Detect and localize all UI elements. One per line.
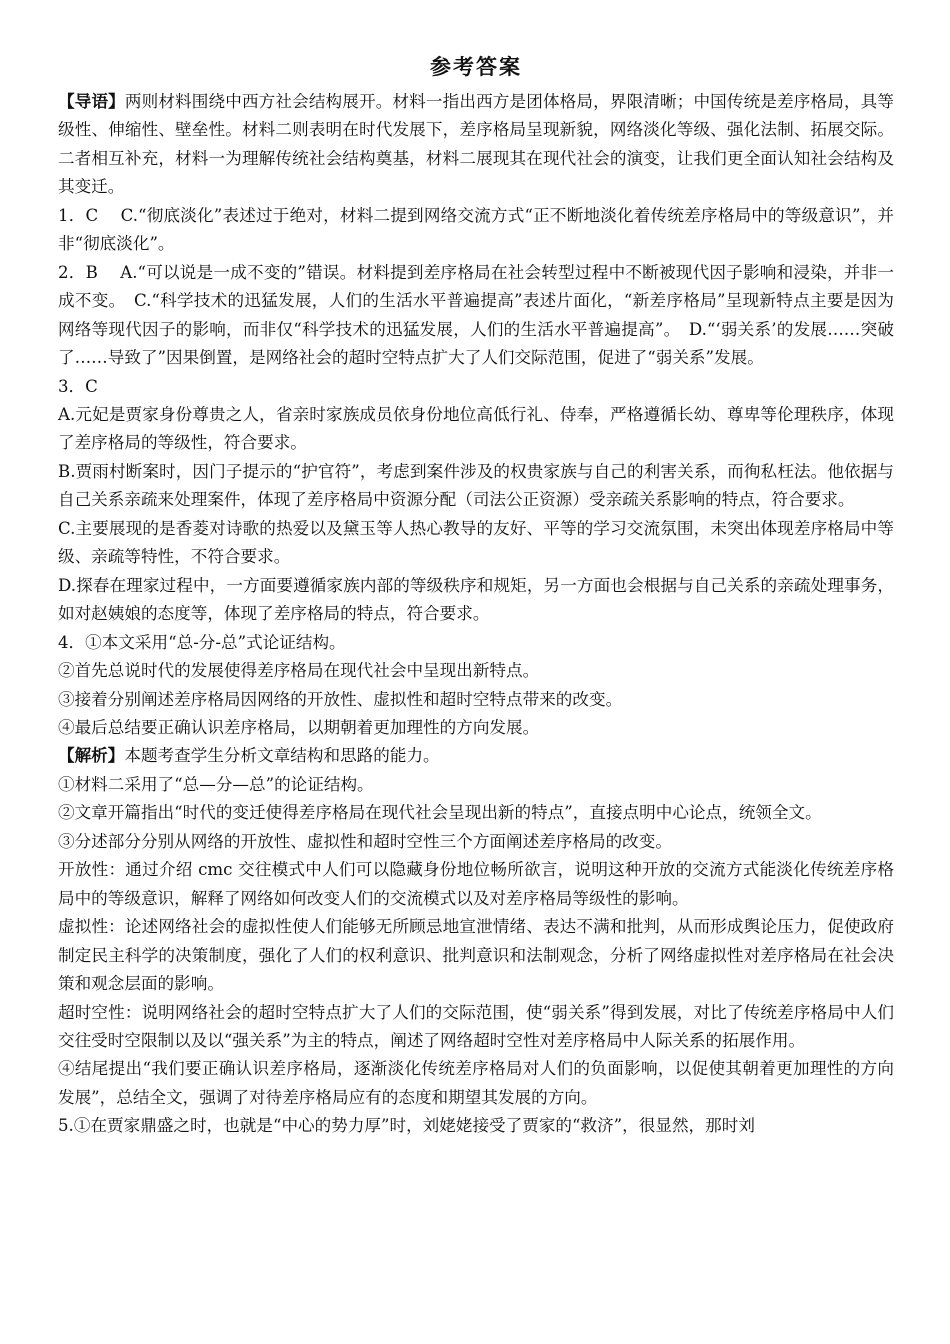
answer-3-option-d: D.探春在理家过程中，一方面要遵循家族内部的等级秩序和规矩，另一方面也会根据与自己关系的亲疏处理事务，如对赵姨娘的态度等，体现了差序格局的特点，符合要求。 bbox=[58, 575, 894, 624]
page-title: 参考答案 bbox=[430, 55, 522, 79]
answer-2: 2．B A.“可以说是一成不变的”错误。材料提到差序格局在社会转型过程中不断被现代因子影响和浸染，并非一成不变。 C.“科学技术的迅猛发展，人们的生活水平普遍提高”表述片面化，“新差序格局”呈现新特点主要是因为网络等现代因子的影响，而非仅“科学技术的迅猛发展，人们的生活水平普遍提高”。 D.“‘弱关系’的发展……突破了……导致了”因果倒置，是网络社会的超时空特点扩大了人们交际范围，促进了“弱关系”发展。 bbox=[58, 262, 894, 368]
answer-5-start: 5.①在贾家鼎盛之时，也就是“中心的势力厚”时，刘姥姥接受了贾家的“救济”，很显然，那时刘 bbox=[58, 1116, 755, 1136]
answer-3-option-b: B.贾雨村断案时，因门子提示的“护官符”，考虑到案件涉及的权贵家族与自己的利害关系，而徇私枉法。他依据与自己关系亲疏来处理案件，体现了差序格局中资源分配（司法公正资源）受亲疏关系影响的特点，符合要求。 bbox=[58, 461, 894, 510]
answer-3-option-a: A.元妃是贾家身份尊贵之人，省亲时家族成员依身份地位高低行礼、侍奉，严格遵循长幼、尊卑等伦理秩序，体现了差序格局的等级性，符合要求。 bbox=[58, 404, 894, 453]
analysis-openness: 开放性：通过介绍 cmc 交往模式中人们可以隐藏身份地位畅所欲言，说明这种开放的交流方式能淡化传统差序格局中的等级意识，解释了网络如何改变人们的交流模式以及对差序格局等级性的影响。 bbox=[58, 860, 894, 908]
answer-3: 3．C bbox=[58, 376, 98, 396]
answer-4-point-4: ④最后总结要正确认识差序格局，以期朝着更加理性的方向发展。 bbox=[58, 717, 540, 737]
analysis-lead: 本题考查学生分析文章结构和思路的能力。 bbox=[124, 746, 440, 766]
intro-paragraph bbox=[58, 88, 894, 202]
answer-3-option-c: C.主要展现的是香菱对诗歌的热爱以及黛玉等人热心教导的友好、平等的学习交流氛围，未突出体现差序格局中等级、亲疏等特性，不符合要求。 bbox=[58, 518, 894, 567]
analysis-transcendence: 超时空性：说明网络社会的超时空特点扩大了人们的交际范围，使“弱关系”得到发展，对比了传统差序格局中人们交往受时空限制以及以“强关系”为主的特点，阐述了网络超时空性对差序格局中人际关系的拓展作用。 bbox=[58, 1002, 894, 1050]
analysis-item-1: ①材料二采用了“总—分—总”的论证结构。 bbox=[58, 774, 374, 794]
analysis-paragraph bbox=[58, 742, 894, 770]
answer-4-point-1: 4．①本文采用“总-分-总”式论证结构。 bbox=[58, 632, 346, 652]
analysis-item-2: ②文章开篇指出“时代的变迁使得差序格局在现代社会呈现出新的特点”，直接点明中心论点，统领全文。 bbox=[58, 803, 822, 823]
analysis-item-4: ④结尾提出“我们要正确认识差序格局，逐渐淡化传统差序格局对人们的负面影响，以促使其朝着更加理性的方向发展”，总结全文，强调了对待差序格局应有的态度和期望其发展的方向。 bbox=[58, 1059, 894, 1107]
intro-tag: 【导语】 bbox=[58, 92, 125, 111]
answer-1: 1．C C.“彻底淡化”表述过于绝对，材料二提到网络交流方式“正不断地淡化着传统差序格局中的等级意识”，并非“彻底淡化”。 bbox=[58, 205, 894, 254]
answer-document bbox=[58, 52, 894, 1141]
answer-4-point-2: ②首先总说时代的发展使得差序格局在现代社会中呈现出新特点。 bbox=[58, 661, 540, 681]
answer-4-point-3: ③接着分别阐述差序格局因网络的开放性、虚拟性和超时空特点带来的改变。 bbox=[58, 689, 623, 709]
analysis-item-3: ③分述部分分别从网络的开放性、虚拟性和超时空性三个方面阐述差序格局的改变。 bbox=[58, 831, 672, 851]
analysis-tag: 【解析】 bbox=[58, 746, 125, 766]
analysis-virtuality: 虚拟性：论述网络社会的虚拟性使人们能够无所顾忌地宣泄情绪、表达不满和批判，从而形成舆论压力，促使政府制定民主科学的决策制度，强化了人们的权利意识、批判意识和法制观念，分析了网络虚拟性对差序格局在社会决策和观念层面的影响。 bbox=[58, 917, 894, 994]
intro-text: 两则材料围绕中西方社会结构展开。材料一指出西方是团体格局，界限清晰；中国传统是差序格局，具等级性、伸缩性、壁垒性。材料二则表明在时代发展下，差序格局呈现新貌，网络淡化等级、强化法制、拓展交际。二者相互补充，材料一为理解传统社会结构奠基，材料二展现其在现代社会的演变，让我们更全面认知社会结构及其变迁。 bbox=[58, 92, 894, 197]
